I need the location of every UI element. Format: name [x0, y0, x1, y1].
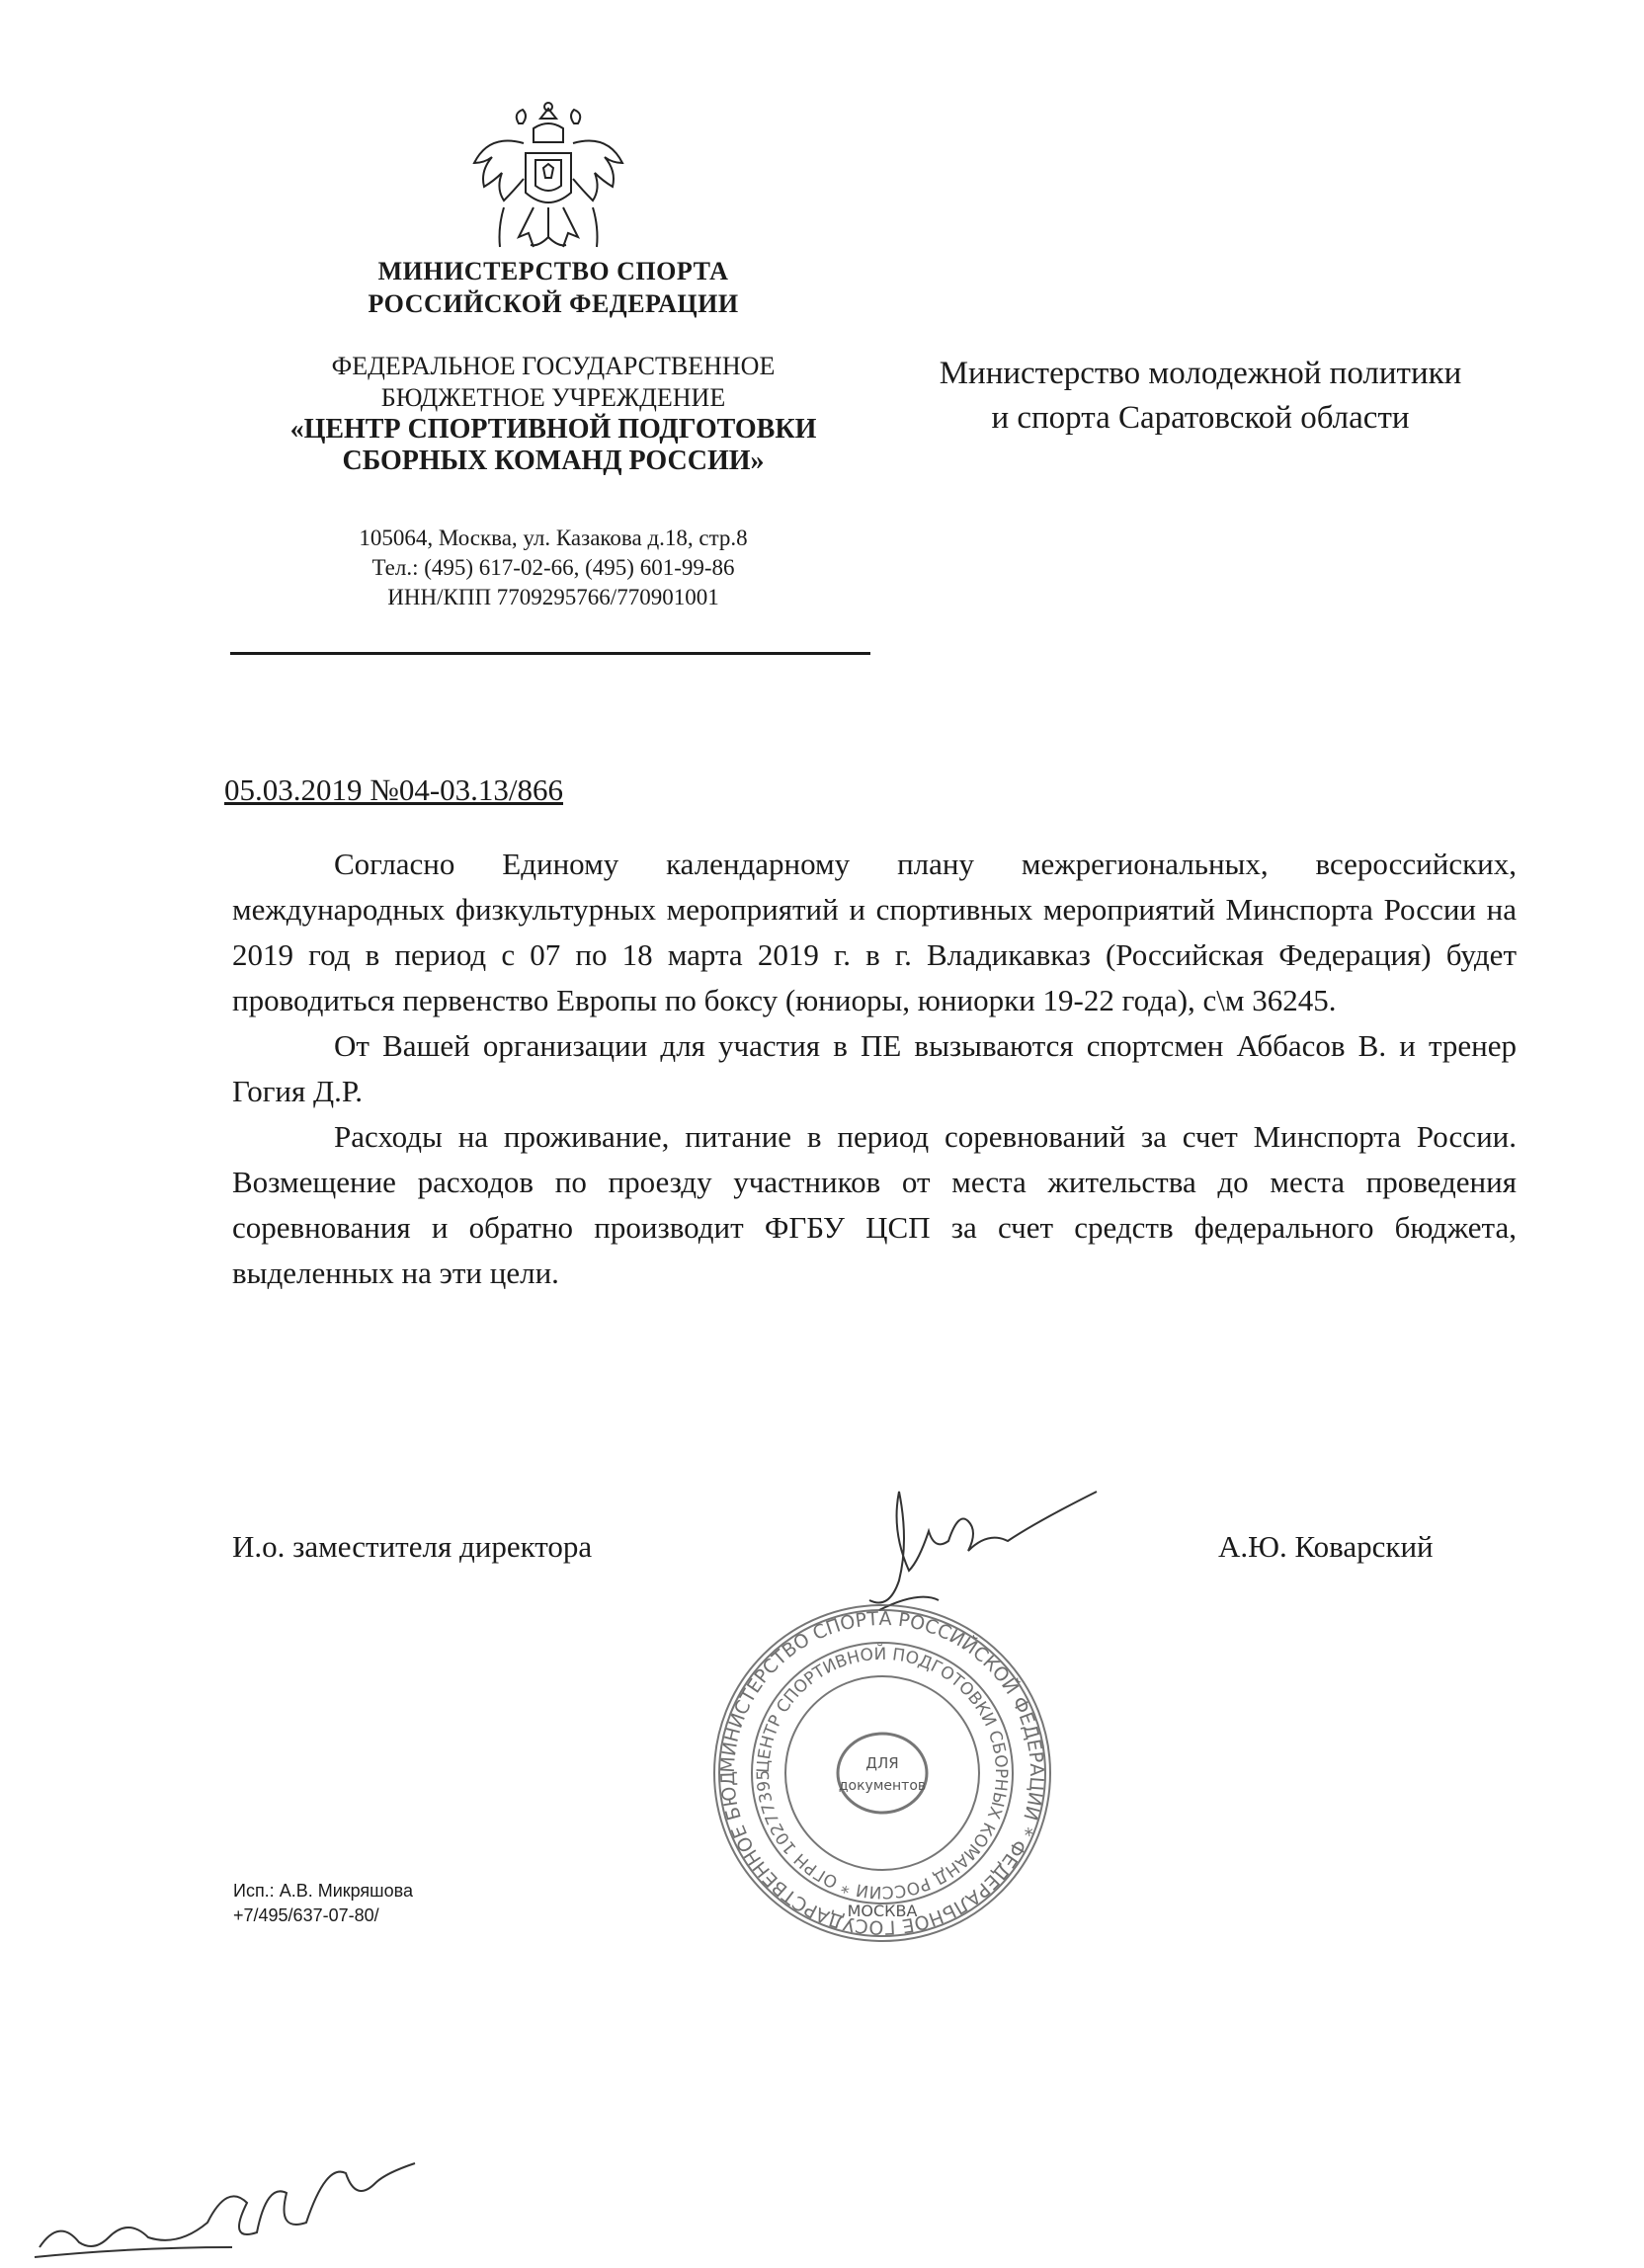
coat-of-arms-icon [464, 99, 632, 262]
org-line-2: БЮДЖЕТНОЕ УЧРЕЖДЕНИЕ [380, 383, 726, 412]
recipient-line-2: и спорта Саратовской области [991, 400, 1410, 436]
recipient [869, 352, 1531, 441]
signatory-title: И.о. заместителя директора [232, 1529, 593, 1564]
org-line-4: СБОРНЫХ КОМАНД РОССИИ» [342, 446, 765, 476]
paragraph-3: Расходы на проживание, питание в период соревнований за счет Минспорта России. Возмещение расходов по проезду участников от места жительства до места проведения соревнования и обратно производит ФГБУ ЦСП за счет средств федерального бюджета, выделенных на эти цели. [232, 1119, 1517, 1290]
paragraph-1: Согласно Единому календарному плану межрегиональных, всероссийских, международных физкультурных мероприятий и спортивных мероприятий Минспорта России на 2019 год в период с 07 по 18 марта 2019 г. в г. Владикавказ (Российская Федерация) будет проводиться первенство Европы по боксу (юниоры, юниорки 19-22 года), с\м 36245. [232, 847, 1517, 1017]
official-stamp [709, 1600, 1055, 1946]
organization-contacts [287, 524, 820, 612]
phone: Тел.: (495) 617-02-66, (495) 601-99-86 [371, 555, 735, 580]
organization-name [227, 351, 879, 477]
ministry-line-1: МИНИСТЕРСТВО СПОРТА [377, 257, 729, 285]
org-line-3: «ЦЕНТР СПОРТИВНОЙ ПОДГОТОВКИ [289, 414, 817, 445]
stamp-inner-text: ЦЕНТР СПОРТИВНОЙ ПОДГОТОВКИ СБОРНЫХ КОМАНД РОССИИ * ОГРН 10277395 [753, 1644, 1012, 1903]
paragraph-2: От Вашей организации для участия в ПЕ вызываются спортсмен Аббасов В. и тренер Гогия Д.Р. [232, 1028, 1517, 1108]
inn-kpp: ИНН/КПП 7709295766/770901001 [387, 585, 719, 609]
stamp-center-line-1: ДЛЯ [865, 1754, 899, 1772]
ministry-name [296, 255, 810, 320]
executor-info [233, 1879, 413, 1928]
ministry-line-2: РОССИЙСКОЙ ФЕДЕРАЦИИ [368, 289, 739, 318]
stamp-city: МОСКВА [847, 1902, 918, 1920]
executor-name: Исп.: А.В. Микряшова [233, 1881, 414, 1901]
header-divider [230, 652, 870, 655]
org-line-1: ФЕДЕРАЛЬНОЕ ГОСУДАРСТВЕННОЕ [331, 352, 776, 380]
signatory-name: А.Ю. Коварский [1218, 1529, 1434, 1564]
handwritten-note [30, 2153, 484, 2262]
address: 105064, Москва, ул. Казакова д.18, стр.8 [359, 526, 748, 550]
letter-body [232, 842, 1517, 1296]
stamp-outer-text: МИНИСТЕРСТВО СПОРТА РОССИЙСКОЙ ФЕДЕРАЦИИ * ФЕДЕРАЛЬНОЕ ГОСУДАРСТВЕННОЕ БЮД [716, 1607, 1048, 1939]
recipient-line-1: Министерство молодежной политики [939, 356, 1462, 391]
executor-phone: +7/495/637-07-80/ [233, 1905, 379, 1925]
document-number: 05.03.2019 №04-03.13/866 [224, 772, 564, 807]
stamp-center-line-2: документов [838, 1778, 927, 1794]
